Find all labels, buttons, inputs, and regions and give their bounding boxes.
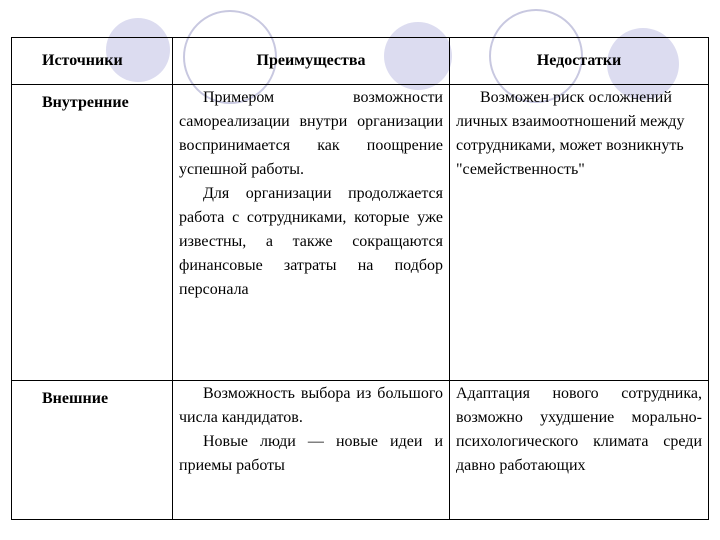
header-disadvantages: Недостатки — [450, 38, 709, 85]
header-row — [12, 38, 709, 85]
cell-disadvantages-internal — [450, 85, 709, 381]
advantage-paragraph: Новые люди — новые идеи и приемы работы — [179, 433, 443, 474]
table-row — [12, 381, 709, 520]
cell-advantages-external — [173, 381, 450, 520]
advantage-paragraph: Для организации продолжается работа с сотрудниками, которые уже известны, а также сокращаются финансовые затраты на подбор персонала — [179, 185, 443, 298]
advantage-paragraph: Возможность выбора из большого числа кандидатов. — [179, 385, 443, 426]
sources-table — [11, 37, 709, 520]
advantage-paragraph: Примером возможности самореализации внутри организации воспринимается как поощрение успешной работы. — [179, 89, 443, 178]
row-source-internal: Внутренние — [12, 85, 173, 381]
disadvantage-text: Адаптация нового сотрудника, возможно ухудшение морально-психологического климата среди давно работающих — [456, 385, 702, 474]
cell-disadvantages-external — [450, 381, 709, 520]
header-sources: Источники — [12, 38, 173, 85]
cell-advantages-internal — [173, 85, 450, 381]
header-advantages: Преимущества — [173, 38, 450, 85]
table-row — [12, 85, 709, 381]
row-source-external: Внешние — [12, 381, 173, 520]
disadvantage-text: Возможен риск осложнений личных взаимоотношений между сотрудниками, может возникнуть "семейственность" — [456, 89, 685, 178]
